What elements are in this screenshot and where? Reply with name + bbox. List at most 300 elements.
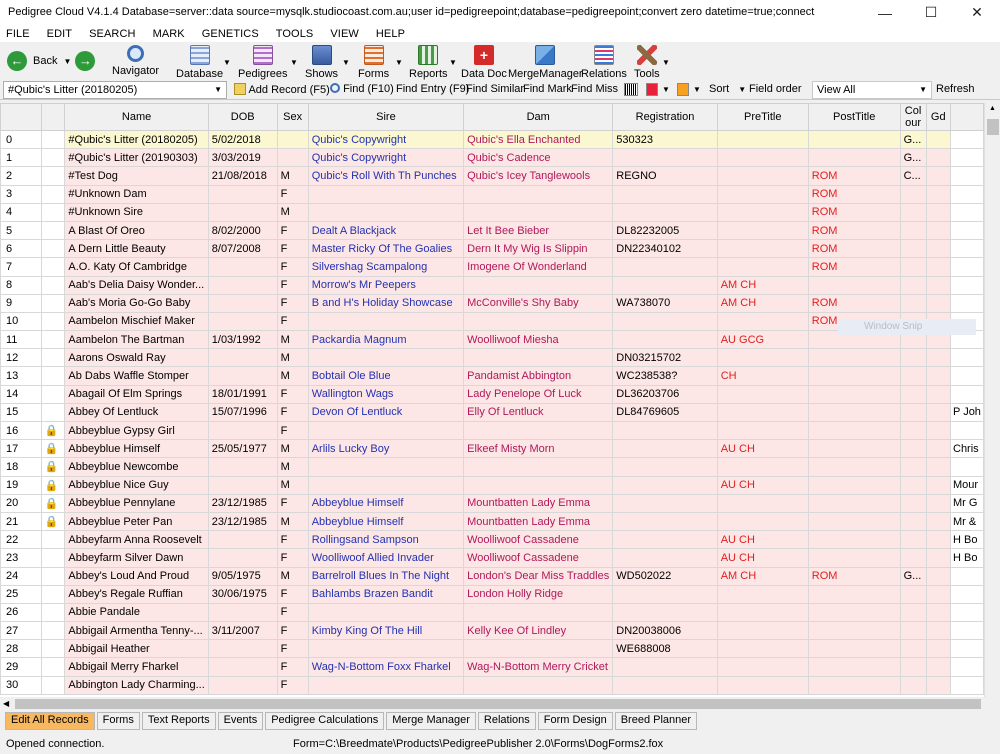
- extra-cell[interactable]: [951, 658, 984, 676]
- col-gd-header[interactable]: Gd: [926, 104, 951, 131]
- extra-cell[interactable]: [951, 221, 984, 239]
- posttitle-cell[interactable]: ROM: [808, 185, 900, 203]
- find-mark-button[interactable]: Find Mark: [523, 83, 572, 95]
- dam-cell[interactable]: McConville's Shy Baby: [464, 294, 613, 312]
- dob-cell[interactable]: 23/12/1985: [208, 494, 277, 512]
- table-row[interactable]: [1, 185, 984, 203]
- dam-cell[interactable]: [464, 185, 613, 203]
- colour-cell[interactable]: [900, 367, 926, 385]
- registration-cell[interactable]: [613, 422, 717, 440]
- dob-cell[interactable]: [208, 312, 277, 330]
- back-dropdown-icon[interactable]: ▼: [63, 56, 72, 66]
- name-cell[interactable]: Aab's Moria Go-Go Baby: [65, 294, 208, 312]
- view-select[interactable]: [812, 81, 932, 99]
- gd-cell[interactable]: [926, 567, 951, 585]
- table-row[interactable]: [1, 494, 984, 512]
- pretitle-cell[interactable]: CH: [717, 367, 808, 385]
- sex-cell[interactable]: F: [277, 185, 308, 203]
- registration-cell[interactable]: [613, 331, 717, 349]
- dam-cell[interactable]: Elly Of Lentluck: [464, 403, 613, 421]
- name-cell[interactable]: #Qubic's Litter (20180205): [65, 131, 208, 149]
- gd-cell[interactable]: [926, 640, 951, 658]
- dam-cell[interactable]: [464, 203, 613, 221]
- colour-cell[interactable]: [900, 385, 926, 403]
- table-row[interactable]: [1, 131, 984, 149]
- gd-cell[interactable]: [926, 585, 951, 603]
- registration-cell[interactable]: DN20038006: [613, 622, 717, 640]
- dam-cell[interactable]: [464, 458, 613, 476]
- gd-cell[interactable]: [926, 531, 951, 549]
- sire-cell[interactable]: Qubic's Copywright: [308, 149, 463, 167]
- extra-cell[interactable]: Mr G: [951, 494, 984, 512]
- gd-cell[interactable]: [926, 549, 951, 567]
- dob-cell[interactable]: [208, 676, 277, 694]
- gd-cell[interactable]: [926, 258, 951, 276]
- registration-cell[interactable]: [613, 476, 717, 494]
- registration-cell[interactable]: DN03215702: [613, 349, 717, 367]
- name-cell[interactable]: Abbington Lady Charming...: [65, 676, 208, 694]
- tab-pedigree-calculations[interactable]: Pedigree Calculations: [265, 712, 384, 730]
- dob-cell[interactable]: [208, 349, 277, 367]
- registration-cell[interactable]: [613, 185, 717, 203]
- col-name-header[interactable]: Name: [65, 104, 208, 131]
- pretitle-cell[interactable]: AU GCG: [717, 331, 808, 349]
- name-cell[interactable]: Aarons Oswald Ray: [65, 349, 208, 367]
- table-row[interactable]: [1, 331, 984, 349]
- pretitle-cell[interactable]: [717, 603, 808, 621]
- table-row[interactable]: [1, 440, 984, 458]
- posttitle-cell[interactable]: ROM: [808, 312, 900, 330]
- pretitle-cell[interactable]: [717, 658, 808, 676]
- posttitle-cell[interactable]: [808, 640, 900, 658]
- horizontal-scroll-thumb[interactable]: [15, 699, 981, 709]
- table-row[interactable]: [1, 603, 984, 621]
- table-row[interactable]: [1, 640, 984, 658]
- gd-cell[interactable]: [926, 422, 951, 440]
- dob-cell[interactable]: [208, 476, 277, 494]
- extra-cell[interactable]: [951, 203, 984, 221]
- sire-cell[interactable]: Wag-N-Bottom Foxx Fharkel: [308, 658, 463, 676]
- extra-cell[interactable]: [951, 603, 984, 621]
- sire-cell[interactable]: [308, 603, 463, 621]
- gd-cell[interactable]: [926, 622, 951, 640]
- dob-cell[interactable]: [208, 531, 277, 549]
- sex-cell[interactable]: F: [277, 276, 308, 294]
- registration-cell[interactable]: 530323: [613, 131, 717, 149]
- dam-cell[interactable]: Woolliwoof Miesha: [464, 331, 613, 349]
- extra-cell[interactable]: H Bo: [951, 531, 984, 549]
- pretitle-cell[interactable]: [717, 349, 808, 367]
- posttitle-cell[interactable]: ROM: [808, 167, 900, 185]
- dam-cell[interactable]: Qubic's Icey Tanglewools: [464, 167, 613, 185]
- registration-cell[interactable]: [613, 585, 717, 603]
- name-cell[interactable]: Abbigail Merry Fharkel: [65, 658, 208, 676]
- posttitle-cell[interactable]: [808, 531, 900, 549]
- colour-cell[interactable]: [900, 440, 926, 458]
- dam-cell[interactable]: [464, 640, 613, 658]
- sex-cell[interactable]: F: [277, 622, 308, 640]
- extra-cell[interactable]: [951, 676, 984, 694]
- colour-cell[interactable]: [900, 349, 926, 367]
- dob-cell[interactable]: [208, 258, 277, 276]
- dam-cell[interactable]: Woolliwoof Cassadene: [464, 531, 613, 549]
- dam-cell[interactable]: Qubic's Cadence: [464, 149, 613, 167]
- dam-cell[interactable]: [464, 276, 613, 294]
- close-button[interactable]: ✕: [971, 4, 983, 20]
- extra-cell[interactable]: [951, 640, 984, 658]
- sex-cell[interactable]: F: [277, 676, 308, 694]
- name-cell[interactable]: Abbeyfarm Silver Dawn: [65, 549, 208, 567]
- sex-cell[interactable]: M: [277, 203, 308, 221]
- dam-cell[interactable]: Let It Bee Bieber: [464, 221, 613, 239]
- pretitle-cell[interactable]: [717, 622, 808, 640]
- sire-cell[interactable]: [308, 458, 463, 476]
- merge-manager-button[interactable]: [508, 45, 583, 80]
- gd-cell[interactable]: [926, 403, 951, 421]
- name-cell[interactable]: #Test Dog: [65, 167, 208, 185]
- pretitle-cell[interactable]: [717, 640, 808, 658]
- extra-cell[interactable]: [951, 131, 984, 149]
- posttitle-cell[interactable]: [808, 512, 900, 530]
- pedigrees-button[interactable]: [238, 45, 288, 80]
- registration-cell[interactable]: [613, 203, 717, 221]
- posttitle-cell[interactable]: [808, 585, 900, 603]
- sire-cell[interactable]: Rollingsand Sampson: [308, 531, 463, 549]
- dam-cell[interactable]: Pandamist Abbington: [464, 367, 613, 385]
- name-cell[interactable]: Abagail Of Elm Springs: [65, 385, 208, 403]
- colour-cell[interactable]: [900, 603, 926, 621]
- gd-cell[interactable]: [926, 494, 951, 512]
- tab-form-design[interactable]: Form Design: [538, 712, 613, 730]
- sex-cell[interactable]: F: [277, 385, 308, 403]
- table-row[interactable]: [1, 422, 984, 440]
- menu-search[interactable]: SEARCH: [89, 27, 136, 40]
- dam-cell[interactable]: Imogene Of Wonderland: [464, 258, 613, 276]
- sex-cell[interactable]: M: [277, 567, 308, 585]
- dob-cell[interactable]: 3/03/2019: [208, 149, 277, 167]
- dob-cell[interactable]: 3/11/2007: [208, 622, 277, 640]
- dob-cell[interactable]: [208, 658, 277, 676]
- extra-cell[interactable]: [951, 149, 984, 167]
- registration-cell[interactable]: [613, 549, 717, 567]
- registration-cell[interactable]: [613, 149, 717, 167]
- table-row[interactable]: [1, 458, 984, 476]
- navigator-button[interactable]: [112, 45, 159, 77]
- table-row[interactable]: [1, 203, 984, 221]
- dob-cell[interactable]: 5/02/2018: [208, 131, 277, 149]
- sex-cell[interactable]: F: [277, 549, 308, 567]
- dam-cell[interactable]: [464, 676, 613, 694]
- sex-cell[interactable]: M: [277, 440, 308, 458]
- sire-cell[interactable]: Dealt A Blackjack: [308, 221, 463, 239]
- extra-cell[interactable]: Chris: [951, 440, 984, 458]
- posttitle-cell[interactable]: [808, 549, 900, 567]
- dob-cell[interactable]: 23/12/1985: [208, 512, 277, 530]
- dob-cell[interactable]: 30/06/1975: [208, 585, 277, 603]
- dob-cell[interactable]: [208, 203, 277, 221]
- sex-cell[interactable]: F: [277, 294, 308, 312]
- colour-cell[interactable]: [900, 676, 926, 694]
- colour-cell[interactable]: [900, 276, 926, 294]
- pretitle-cell[interactable]: [717, 422, 808, 440]
- menu-tools[interactable]: TOOLS: [275, 27, 314, 40]
- tab-merge-manager[interactable]: Merge Manager: [386, 712, 476, 730]
- menu-view[interactable]: VIEW: [330, 27, 359, 40]
- gd-cell[interactable]: [926, 440, 951, 458]
- pretitle-cell[interactable]: [717, 494, 808, 512]
- dam-cell[interactable]: [464, 312, 613, 330]
- tools-button[interactable]: [634, 45, 660, 80]
- shows-button[interactable]: [305, 45, 338, 80]
- col-colour-header[interactable]: Col our: [900, 104, 926, 131]
- posttitle-cell[interactable]: [808, 622, 900, 640]
- name-cell[interactable]: Abbeyfarm Anna Roosevelt: [65, 531, 208, 549]
- sex-cell[interactable]: F: [277, 640, 308, 658]
- name-cell[interactable]: Abbey's Loud And Proud: [65, 567, 208, 585]
- table-row[interactable]: [1, 276, 984, 294]
- table-row[interactable]: [1, 221, 984, 239]
- sex-cell[interactable]: M: [277, 476, 308, 494]
- posttitle-cell[interactable]: [808, 476, 900, 494]
- colour-cell[interactable]: [900, 458, 926, 476]
- col-pretitle-header[interactable]: PreTitle: [717, 104, 808, 131]
- chevron-down-icon[interactable]: ▼: [214, 85, 222, 94]
- dam-cell[interactable]: Elkeef Misty Morn: [464, 440, 613, 458]
- name-cell[interactable]: Abbie Pandale: [65, 603, 208, 621]
- table-row[interactable]: [1, 622, 984, 640]
- scroll-left-icon[interactable]: ◀: [3, 699, 10, 708]
- registration-cell[interactable]: [613, 440, 717, 458]
- registration-cell[interactable]: WD502022: [613, 567, 717, 585]
- registration-cell[interactable]: [613, 676, 717, 694]
- pretitle-cell[interactable]: [717, 167, 808, 185]
- gd-cell[interactable]: [926, 185, 951, 203]
- name-cell[interactable]: Aab's Delia Daisy Wonder...: [65, 276, 208, 294]
- extra-cell[interactable]: [951, 258, 984, 276]
- col-sire-header[interactable]: Sire: [308, 104, 463, 131]
- dob-cell[interactable]: [208, 367, 277, 385]
- dob-cell[interactable]: 18/01/1991: [208, 385, 277, 403]
- pretitle-cell[interactable]: AU CH: [717, 440, 808, 458]
- orange-color-dropdown-icon[interactable]: ▼: [693, 85, 701, 94]
- table-row[interactable]: [1, 512, 984, 530]
- sex-cell[interactable]: F: [277, 585, 308, 603]
- name-cell[interactable]: Abbeyblue Nice Guy: [65, 476, 208, 494]
- gd-cell[interactable]: [926, 512, 951, 530]
- sire-cell[interactable]: [308, 422, 463, 440]
- scroll-up-icon[interactable]: ▲: [989, 105, 996, 112]
- extra-cell[interactable]: [951, 294, 984, 312]
- extra-cell[interactable]: [951, 276, 984, 294]
- gd-cell[interactable]: [926, 349, 951, 367]
- sex-cell[interactable]: M: [277, 367, 308, 385]
- posttitle-cell[interactable]: [808, 676, 900, 694]
- pretitle-cell[interactable]: [717, 458, 808, 476]
- dob-cell[interactable]: 8/02/2000: [208, 221, 277, 239]
- forms-dropdown-icon[interactable]: ▼: [395, 58, 403, 67]
- sire-cell[interactable]: Morrow's Mr Peepers: [308, 276, 463, 294]
- sire-cell[interactable]: [308, 185, 463, 203]
- extra-cell[interactable]: Mour: [951, 476, 984, 494]
- sire-cell[interactable]: Abbeyblue Himself: [308, 494, 463, 512]
- registration-cell[interactable]: DL84769605: [613, 403, 717, 421]
- minimize-button[interactable]: —: [878, 4, 892, 21]
- table-row[interactable]: [1, 294, 984, 312]
- name-cell[interactable]: A Blast Of Oreo: [65, 221, 208, 239]
- menu-mark[interactable]: MARK: [152, 27, 185, 40]
- sort-button[interactable]: [709, 83, 746, 95]
- table-row[interactable]: [1, 258, 984, 276]
- gd-cell[interactable]: [926, 149, 951, 167]
- posttitle-cell[interactable]: [808, 149, 900, 167]
- name-cell[interactable]: Aambelon Mischief Maker: [65, 312, 208, 330]
- find-miss-button[interactable]: Find Miss: [571, 83, 619, 95]
- dob-cell[interactable]: [208, 603, 277, 621]
- gd-cell[interactable]: [926, 294, 951, 312]
- sire-cell[interactable]: [308, 476, 463, 494]
- refresh-button[interactable]: Refresh: [936, 83, 975, 95]
- pretitle-cell[interactable]: AU CH: [717, 476, 808, 494]
- name-cell[interactable]: Abbey Of Lentluck: [65, 403, 208, 421]
- sex-cell[interactable]: F: [277, 422, 308, 440]
- table-row[interactable]: [1, 312, 984, 330]
- registration-cell[interactable]: [613, 531, 717, 549]
- sex-cell[interactable]: F: [277, 258, 308, 276]
- pretitle-cell[interactable]: [717, 585, 808, 603]
- extra-cell[interactable]: [951, 367, 984, 385]
- gd-cell[interactable]: [926, 367, 951, 385]
- posttitle-cell[interactable]: [808, 131, 900, 149]
- find-entry-button[interactable]: Find Entry (F9): [396, 83, 470, 95]
- posttitle-cell[interactable]: ROM: [808, 203, 900, 221]
- sex-cell[interactable]: F: [277, 403, 308, 421]
- sex-cell[interactable]: F: [277, 240, 308, 258]
- gd-cell[interactable]: [926, 458, 951, 476]
- gd-cell[interactable]: [926, 476, 951, 494]
- pedigrees-dropdown-icon[interactable]: ▼: [290, 58, 298, 67]
- tab-breed-planner[interactable]: Breed Planner: [615, 712, 697, 730]
- sire-cell[interactable]: Qubic's Roll With Th Punches: [308, 167, 463, 185]
- posttitle-cell[interactable]: [808, 385, 900, 403]
- table-row[interactable]: [1, 676, 984, 694]
- shows-dropdown-icon[interactable]: ▼: [342, 58, 350, 67]
- extra-cell[interactable]: [951, 349, 984, 367]
- vertical-scroll-thumb[interactable]: [987, 119, 999, 135]
- sire-cell[interactable]: B and H's Holiday Showcase: [308, 294, 463, 312]
- pretitle-cell[interactable]: [717, 385, 808, 403]
- tab-relations[interactable]: Relations: [478, 712, 536, 730]
- pretitle-cell[interactable]: [717, 221, 808, 239]
- name-cell[interactable]: #Qubic's Litter (20190303): [65, 149, 208, 167]
- extra-cell[interactable]: [951, 385, 984, 403]
- sex-cell[interactable]: [277, 131, 308, 149]
- dam-cell[interactable]: Dern It My Wig Is Slippin: [464, 240, 613, 258]
- sire-cell[interactable]: Kimby King Of The Hill: [308, 622, 463, 640]
- name-cell[interactable]: Abbigail Heather: [65, 640, 208, 658]
- name-cell[interactable]: Abbeyblue Himself: [65, 440, 208, 458]
- colour-cell[interactable]: [900, 203, 926, 221]
- dam-cell[interactable]: Qubic's Ella Enchanted: [464, 131, 613, 149]
- tab-events[interactable]: Events: [218, 712, 264, 730]
- red-color-swatch[interactable]: [646, 83, 658, 96]
- dob-cell[interactable]: 9/05/1975: [208, 567, 277, 585]
- posttitle-cell[interactable]: [808, 494, 900, 512]
- name-cell[interactable]: A.O. Katy Of Cambridge: [65, 258, 208, 276]
- table-row[interactable]: [1, 585, 984, 603]
- sire-cell[interactable]: Silvershag Scampalong: [308, 258, 463, 276]
- registration-cell[interactable]: WC238538?: [613, 367, 717, 385]
- posttitle-cell[interactable]: [808, 458, 900, 476]
- sex-cell[interactable]: F: [277, 658, 308, 676]
- posttitle-cell[interactable]: [808, 440, 900, 458]
- gd-cell[interactable]: [926, 276, 951, 294]
- name-cell[interactable]: Abbeyblue Pennylane: [65, 494, 208, 512]
- dob-cell[interactable]: [208, 549, 277, 567]
- dob-cell[interactable]: 1/03/1992: [208, 331, 277, 349]
- gd-cell[interactable]: [926, 658, 951, 676]
- posttitle-cell[interactable]: [808, 349, 900, 367]
- sire-cell[interactable]: [308, 203, 463, 221]
- horizontal-scrollbar[interactable]: [0, 697, 984, 711]
- registration-cell[interactable]: [613, 458, 717, 476]
- pretitle-cell[interactable]: AU CH: [717, 549, 808, 567]
- sire-cell[interactable]: Bobtail Ole Blue: [308, 367, 463, 385]
- tab-text-reports[interactable]: Text Reports: [142, 712, 216, 730]
- posttitle-cell[interactable]: ROM: [808, 240, 900, 258]
- dob-cell[interactable]: [208, 458, 277, 476]
- add-record-button[interactable]: [234, 83, 330, 96]
- table-row[interactable]: [1, 476, 984, 494]
- color-picker-icon[interactable]: [624, 83, 638, 96]
- sex-cell[interactable]: M: [277, 331, 308, 349]
- registration-cell[interactable]: [613, 312, 717, 330]
- col-posttitle-header[interactable]: PostTitle: [808, 104, 900, 131]
- sex-cell[interactable]: F: [277, 603, 308, 621]
- extra-cell[interactable]: [951, 458, 984, 476]
- registration-cell[interactable]: REGNO: [613, 167, 717, 185]
- colour-cell[interactable]: [900, 403, 926, 421]
- colour-cell[interactable]: [900, 294, 926, 312]
- name-cell[interactable]: Abbey's Regale Ruffian: [65, 585, 208, 603]
- sex-cell[interactable]: M: [277, 512, 308, 530]
- name-cell[interactable]: #Unknown Dam: [65, 185, 208, 203]
- dob-cell[interactable]: [208, 185, 277, 203]
- sire-cell[interactable]: Packardia Magnum: [308, 331, 463, 349]
- pretitle-cell[interactable]: [717, 203, 808, 221]
- registration-cell[interactable]: DL82232005: [613, 221, 717, 239]
- database-dropdown-icon[interactable]: ▼: [223, 58, 231, 67]
- colour-cell[interactable]: [900, 585, 926, 603]
- dob-cell[interactable]: [208, 294, 277, 312]
- extra-cell[interactable]: Mr &: [951, 512, 984, 530]
- sire-cell[interactable]: Devon Of Lentluck: [308, 403, 463, 421]
- colour-cell[interactable]: G...: [900, 149, 926, 167]
- posttitle-cell[interactable]: [808, 658, 900, 676]
- pretitle-cell[interactable]: [717, 312, 808, 330]
- posttitle-cell[interactable]: [808, 367, 900, 385]
- sire-cell[interactable]: Woolliwoof Allied Invader: [308, 549, 463, 567]
- colour-cell[interactable]: [900, 221, 926, 239]
- sire-cell[interactable]: Wallington Wags: [308, 385, 463, 403]
- colour-cell[interactable]: [900, 422, 926, 440]
- pretitle-cell[interactable]: AM CH: [717, 276, 808, 294]
- name-cell[interactable]: Abbeyblue Newcombe: [65, 458, 208, 476]
- vertical-scrollbar[interactable]: [984, 103, 1000, 697]
- sire-cell[interactable]: Qubic's Copywright: [308, 131, 463, 149]
- name-cell[interactable]: Ab Dabs Waffle Stomper: [65, 367, 208, 385]
- table-row[interactable]: [1, 531, 984, 549]
- sex-cell[interactable]: F: [277, 494, 308, 512]
